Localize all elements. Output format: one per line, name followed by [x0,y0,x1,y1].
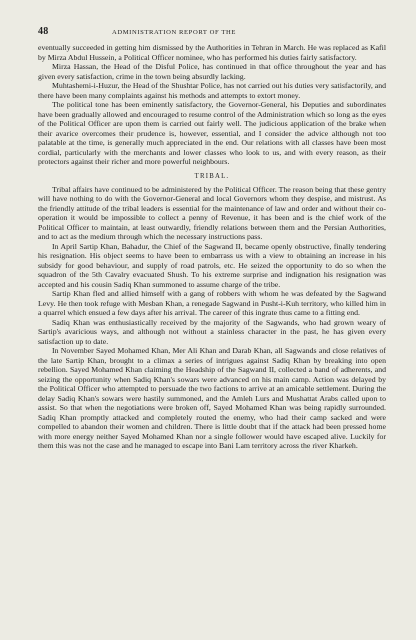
page-number: 48 [38,26,49,37]
paragraph: In April Sartip Khan, Bahadur, the Chief of the Sagwand II, became openly obstructive, finally tendering his resignation. His object seems to have been to embarrass us with a view to obtaining an increase in his subsidy for good behaviour, and supply of road patrols, etc. He seized the opportunity to do so when the squadron of the 5th Cavalry evacuated Shush. To his extreme surprise and indignation his resignation was accepted and his cousin Sadiq Khan summoned to assume charge of the tribe. [38,241,386,289]
section-heading: TRIBAL. [194,172,230,180]
running-head: ADMINISTRATION REPORT OF THE [112,29,237,36]
paragraph: Tribal affairs have continued to be administered by the Political Officer. The reason being that these gentry will have nothing to do with the Governor-General and local Governors whom they despise, and mistrust. As the friendly attitude of the tribal leaders is essential for the maintenance of law and order and without their co-operation it would be impossible to collect a penny of Revenue, it has been and is the chief work of the Political Officer to maintain, at least outwardly, friendly relations between them and the Persian Authorities, and to act as the medium through which the necessary instructions pass. [38,184,386,241]
paragraph: In November Sayed Mohamed Khan, Mer Ali Khan and Darab Khan, all Sagwands and close relatives of the late Sartip Khan, brought to a climax a series of intrigues against Sadiq Khan by breaking into open rebellion. Sayed Mohamed Khan claiming the Headship of the Sagwand II, collected a band of adherents, and seizing the opportunity when Sadiq Khan's sowars were advanced on his main camp. Action was delayed by the Political Officer who attempted to persuade the two factions to arrive at an amicable settlement. During the delay Sadiq Khan's sowars were hastily summoned, and the Amleh Lurs and Mushattat Arabs called upon to assist. So that when the negotiations were broken off, Sayed Mohamed Khan was being rapidly surrounded. Sadiq Khan promptly attacked and completely routed the enemy, who had their camp sacked and were compelled to abandon their women and children. There is little doubt that if the attack had been pressed home with more energy neither Sayed Mohamed Khan nor a single follower would have escaped alive. Luckily for them this was not the case and he managed to escape into Bani Lam territory across the river Kharkeh. [38,346,386,450]
body-text-tribal [38,185,386,451]
paragraph: Sadiq Khan was enthusiastically received by the majority of the Sagwands, who had grown weary of Sartip's avaricious ways, and although not without a stainless character in the past, he has given every satisfaction up to date. [38,317,386,346]
paragraph: Sartip Khan fled and allied himself with a gang of robbers with whom he was defeated by the Sagwand Levy. He then took refuge with Mesban Khan, a renegade Sagwand in Pusht-i-Kuh territory, who killed him in a quarrel which ensued a few days after his arrival. The career of this ingrate thus came to a fitting end. [38,289,386,317]
page-header [38,26,386,37]
paragraph: The political tone has been eminently satisfactory, the Governor-General, his Deputies and subordinates have been gradually allowed and encouraged to resume control of the Administration which so long as the eyes of the Political Officer are upon them is carried out fairly well. The judicious application of the brake when their avarice overcomes their prudence is, however, essential, and I consider the advice although not too palatable at the time, is generally much appreciated in the end. Our relations with all classes have been most cordial, particularly with the merchants and lower classes who look to us, and with every reason, as their protectors against their richer and more powerful neighbours. [38,100,386,166]
paragraph: eventually succeeded in getting him dismissed by the Authorities in Tehran in March. He was replaced as Kafil by Mirza Abdul Hussein, a Political Officer nominee, who has performed his duties fairly satisfactory. [38,43,386,62]
paragraph: Mirza Hassan, the Head of the Disful Police, has continued in that office throughout the year and has given every satisfaction, crime in the town being absurdly lacking. [38,62,386,81]
body-text-top [38,43,386,167]
paragraph: Muhtashemi-i-Huzur, the Head of the Shushtar Police, has not carried out his duties very satisfactorily, and there have been many complaints against his methods and attempts to extort money. [38,81,386,100]
